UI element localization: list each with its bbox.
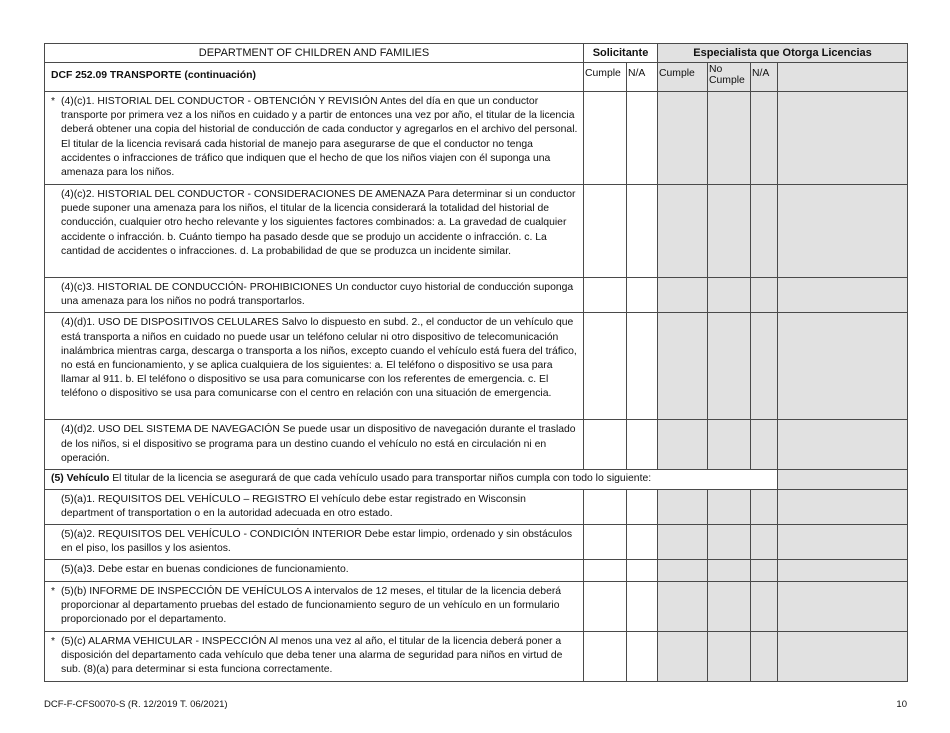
licensor-not-complies-cell[interactable] [708,420,751,470]
applicant-complies-cell[interactable] [584,581,627,631]
requirement-text: (5)(a)1. REQUISITOS DEL VEHÍCULO – REGISTRO El vehículo debe estar registrado en Wisconsin department of transportation o en la autoridad adecuada en otro estado. [61,493,526,519]
licensor-not-complies-cell[interactable] [708,560,751,581]
applicant-na-cell[interactable] [627,278,658,313]
licensor-not-complies-header: No Cumple [708,63,751,92]
applicant-na-cell[interactable] [627,185,658,278]
licensor-na-cell[interactable] [751,489,778,524]
licensor-complies-cell[interactable] [658,581,708,631]
licensor-not-complies-cell[interactable] [708,525,751,560]
applicant-na-cell[interactable] [627,631,658,681]
section-title: DCF 252.09 TRANSPORTE (continuación) [45,63,584,92]
applicant-complies-cell[interactable] [584,525,627,560]
licensor-complies-cell[interactable] [658,525,708,560]
licensor-na-cell[interactable] [751,313,778,420]
licensor-na-cell[interactable] [751,278,778,313]
licensor-complies-cell[interactable] [658,631,708,681]
licensor-not-complies-cell[interactable] [708,185,751,278]
licensor-not-complies-cell[interactable] [708,489,751,524]
licensor-group-header: Especialista que Otorga Licencias [658,44,908,63]
requirement-row [45,489,908,524]
licensor-complies-cell[interactable] [658,185,708,278]
applicant-na-cell[interactable] [627,560,658,581]
applicant-na-cell[interactable] [627,581,658,631]
department-name: DEPARTMENT OF CHILDREN AND FAMILIES [45,44,584,63]
applicant-complies-cell[interactable] [584,92,627,185]
licensor-complies-cell[interactable] [658,489,708,524]
licensor-na-cell[interactable] [751,560,778,581]
licensor-spacer [778,63,908,92]
applicant-complies-header: Cumple [584,63,627,92]
licensor-na-cell[interactable] [751,631,778,681]
licensor-not-complies-cell[interactable] [708,278,751,313]
requirement-text: (4)(c)2. HISTORIAL DEL CONDUCTOR - CONSIDERACIONES DE AMENAZA Para determinar si un conductor puede suponer una amenaza para los niños, el titular de la licencia considerará la totalidad del historial de conducción, cualquier otro hecho relevante y los siguientes factores combinados: a. La gravedad de cualquier accidente o infracción. b. Cuánto tiempo ha pasado desde que se produjo un accidente o infracción. c. La cantidad de accidentes o infracciones. d. La probabilidad de que se produzca un incidente similar. [61,189,576,257]
applicant-na-cell[interactable] [627,313,658,420]
requirement-row [45,525,908,560]
licensor-complies-cell[interactable] [658,92,708,185]
applicant-na-cell[interactable] [627,525,658,560]
applicant-complies-cell[interactable] [584,489,627,524]
applicant-group-header: Solicitante [584,44,658,63]
licensor-na-cell[interactable] [751,581,778,631]
applicant-complies-cell[interactable] [584,420,627,470]
requirement-text: (4)(d)1. USO DE DISPOSITIVOS CELULARES Salvo lo dispuesto en subd. 2., el conductor de un vehículo que está transporta a niños en cuidado no puede usar un teléfono celular ni otro dispositivo de telecomunicación inalámbrica mientras carga, descarga o transporta a los niños, excepto cuando el vehículo está fuera del tráfico, no está en funcionamiento, y se aplica cualquiera de los siguientes: a. El teléfono o dispositivo se usa para llamar al 911. b. El teléfono o dispositivo se usa para comunicarse con los referentes de emergencia. c. El teléfono o dispositivo se usa para comunicarse con el centro en relación con una situación de emergencia. [61,317,577,400]
applicant-na-cell[interactable] [627,489,658,524]
requirement-row [45,560,908,581]
requirement-text: (5)(b) INFORME DE INSPECCIÓN DE VEHÍCULOS A intervalos de 12 meses, el titular de la licencia deberá proporcionar al departamento pruebas del estado de funcionamiento seguro de un vehículo en un formulario proporcionado por el departamento. [61,585,562,626]
requirement-row [45,185,908,278]
requirement-text: (4)(c)3. HISTORIAL DE CONDUCCIÓN- PROHIBICIONES Un conductor cuyo historial de conducción suponga una amenaza para los niños no podrá transportarlos. [61,282,574,308]
licensor-complies-cell[interactable] [658,560,708,581]
requirement-text: (5)(a)2. REQUISITOS DEL VEHÍCULO - CONDICIÓN INTERIOR Debe estar limpio, ordenado y sin obstáculos en el piso, los pasillos y los asientos. [61,529,573,555]
requirement-row [45,278,908,313]
applicant-complies-cell[interactable] [584,560,627,581]
requirement-row [45,420,908,470]
section-5-heading: (5) Vehículo El titular de la licencia se asegurará de que cada vehículo usado para transportar niños cumpla con todo lo siguiente: [45,470,778,489]
requirement-row [45,313,908,420]
requirement-text: (4)(d)2. USO DEL SISTEMA DE NAVEGACIÓN Se puede usar un dispositivo de navegación durante el traslado de los niños, si el dispositivo se programa para un destino cuando el vehículo no está en circulación ni en operación. [61,424,576,464]
licensor-complies-cell[interactable] [658,278,708,313]
requirement-text: (4)(c)1. HISTORIAL DEL CONDUCTOR - OBTENCIÓN Y REVISIÓN Antes del día en que un conductor transporte por primera vez a los niños en cuidado y a partir de entonces una vez por año, el titular de la licencia deberá obtener una copia del historial de conducción de cada conductor y agregarlos en el archivo del personal. El titular de la licencia revisará cada historial de manejo para asegurarse de que el conductor no tenga accidentes o infracciones de tráfico que indiquen que el hecho de que los niños viajen con él suponga una amenaza para los niños. [61,96,578,179]
page-number: 10 [896,699,907,710]
requirement-text: (5)(c) ALARMA VEHICULAR - INSPECCIÓN Al menos una vez al año, el titular de la licencia deberá poner a disposición del departamento cada vehículo que deba tener una alarma de seguridad para niños en virtud de sub. (8)(a) para determinar si esta funciona correctamente. [61,635,563,676]
requirement-text: (5)(a)3. Debe estar en buenas condiciones de funcionamiento. [61,564,349,576]
licensor-not-complies-cell[interactable] [708,581,751,631]
licensor-na-cell[interactable] [751,525,778,560]
licensor-na-header: N/A [751,63,778,92]
applicant-complies-cell[interactable] [584,185,627,278]
applicant-na-cell[interactable] [627,92,658,185]
applicant-na-cell[interactable] [627,420,658,470]
licensor-not-complies-cell[interactable] [708,631,751,681]
applicant-complies-cell[interactable] [584,313,627,420]
requirements-table [44,43,908,682]
licensor-complies-cell[interactable] [658,420,708,470]
licensor-na-cell[interactable] [751,420,778,470]
licensor-complies-cell[interactable] [658,313,708,420]
applicant-na-header: N/A [627,63,658,92]
requirement-row: * (4)(c)1. HISTORIAL DEL CONDUCTOR - OBTENCIÓN Y REVISIÓN Antes del día en que un conductor transporte por primera vez a los niños en cuidado y a partir de entonces una vez por año, el titular de la licencia deberá obtener una copia del historial de conducción de cada conductor y agregarlos en el archivo del personal. El titular de la licencia revisará cada historial de manejo para asegurarse de que el conductor no tenga accidentes o infracciones de tráfico que indiquen que el hecho de que los niños viajen con él suponga una amenaza para los niños. [45,92,908,185]
section-5-row [45,470,908,489]
form-id: DCF-F-CFS0070-S (R. 12/2019 T. 06/2021) [44,699,228,710]
licensor-na-cell[interactable] [751,185,778,278]
licensor-not-complies-cell[interactable] [708,313,751,420]
applicant-complies-cell[interactable] [584,631,627,681]
licensor-complies-header: Cumple [658,63,708,92]
requirement-row: * (5)(c) ALARMA VEHICULAR - INSPECCIÓN Al menos una vez al año, el titular de la licencia deberá poner a disposición del departamento cada vehículo que deba tener una alarma de seguridad para niños en virtud de sub. (8)(a) para determinar si esta funciona correctamente. [45,631,908,681]
applicant-complies-cell[interactable] [584,278,627,313]
licensor-not-complies-cell[interactable] [708,92,751,185]
licensor-na-cell[interactable] [751,92,778,185]
requirement-row: * (5)(b) INFORME DE INSPECCIÓN DE VEHÍCULOS A intervalos de 12 meses, el titular de la licencia deberá proporcionar al departamento pruebas del estado de funcionamiento seguro de un vehículo en un formulario proporcionado por el departamento. [45,581,908,631]
